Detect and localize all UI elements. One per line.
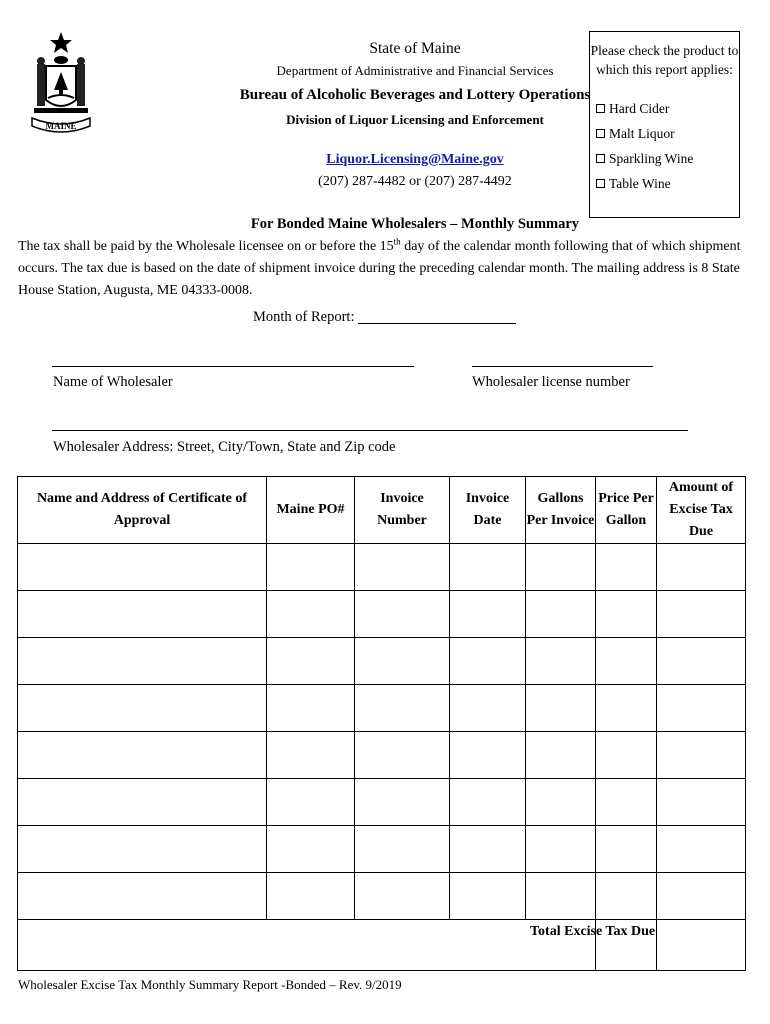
table-cell[interactable] [355, 685, 450, 732]
product-option-table-wine[interactable] [596, 171, 739, 196]
table-cell[interactable] [657, 826, 746, 873]
table-row [18, 732, 746, 779]
form-footer: Wholesaler Excise Tax Monthly Summary Report -Bonded – Rev. 9/2019 [18, 977, 402, 992]
checkbox[interactable] [596, 104, 605, 113]
table-cell[interactable] [657, 685, 746, 732]
column-header: Invoice Date [450, 477, 526, 544]
table-header-row [18, 477, 746, 544]
product-selection-box [589, 31, 740, 218]
table-cell[interactable] [267, 638, 355, 685]
table-cell[interactable] [526, 591, 596, 638]
checkbox[interactable] [596, 179, 605, 188]
wholesaler-address-label: Wholesaler Address: Street, City/Town, State and Zip code [53, 439, 396, 455]
checkbox[interactable] [596, 129, 605, 138]
column-header: Price Per Gallon [596, 477, 657, 544]
table-cell[interactable] [18, 732, 267, 779]
table-cell[interactable] [657, 779, 746, 826]
table-row [18, 873, 746, 920]
table-cell[interactable] [18, 591, 267, 638]
wholesaler-name-label: Name of Wholesaler [53, 374, 173, 390]
table-row [18, 544, 746, 591]
table-cell[interactable] [18, 873, 267, 920]
table-cell[interactable] [526, 873, 596, 920]
table-cell[interactable] [596, 638, 657, 685]
table-cell[interactable] [450, 826, 526, 873]
column-header: Invoice Number [355, 477, 450, 544]
table-cell[interactable] [596, 685, 657, 732]
table-cell[interactable] [355, 732, 450, 779]
total-excise-tax-cell[interactable] [657, 920, 746, 971]
total-row [18, 920, 746, 971]
table-cell[interactable] [267, 826, 355, 873]
maine-state-seal [28, 30, 94, 138]
email-link[interactable]: Liquor.Licensing@Maine.gov [326, 152, 504, 167]
table-cell[interactable] [267, 779, 355, 826]
table-cell[interactable] [596, 544, 657, 591]
table-cell[interactable] [18, 685, 267, 732]
header-bureau: Bureau of Alcoholic Beverages and Lottery Operations [239, 87, 591, 103]
table-cell[interactable] [450, 873, 526, 920]
table-cell[interactable] [596, 732, 657, 779]
license-number-field[interactable] [472, 366, 653, 367]
table-cell[interactable] [657, 732, 746, 779]
form-subtitle: For Bonded Maine Wholesalers – Monthly Summary [250, 216, 580, 232]
table-cell[interactable] [596, 591, 657, 638]
table-cell[interactable] [526, 826, 596, 873]
wholesaler-name-field[interactable] [52, 366, 414, 367]
table-row [18, 779, 746, 826]
table-cell[interactable] [18, 638, 267, 685]
wholesaler-address-field[interactable] [52, 430, 688, 431]
header-division: Division of Liquor Licensing and Enforcement [286, 112, 544, 127]
option-label: Table Wine [609, 175, 671, 191]
total-row-spacer [18, 920, 596, 971]
table-cell[interactable] [596, 779, 657, 826]
table-row [18, 638, 746, 685]
table-cell[interactable] [355, 591, 450, 638]
column-header: Gallons Per Invoice [526, 477, 596, 544]
table-cell[interactable] [18, 544, 267, 591]
month-of-report-label: Month of Report: [253, 309, 355, 325]
table-cell[interactable] [596, 873, 657, 920]
table-cell[interactable] [355, 826, 450, 873]
table-cell[interactable] [596, 826, 657, 873]
table-row [18, 591, 746, 638]
column-header: Name and Address of Certificate of Approval [18, 477, 267, 544]
svg-text:MAINE: MAINE [45, 121, 77, 131]
table-cell[interactable] [526, 544, 596, 591]
total-excise-tax-label: Total Excise Tax Due [596, 920, 657, 971]
table-cell[interactable] [355, 779, 450, 826]
table-cell[interactable] [450, 685, 526, 732]
table-cell[interactable] [450, 638, 526, 685]
table-cell[interactable] [657, 544, 746, 591]
product-option-malt-liquor[interactable] [596, 121, 739, 146]
column-header: Amount of Excise Tax Due [657, 477, 746, 544]
table-cell[interactable] [267, 685, 355, 732]
table-cell[interactable] [267, 732, 355, 779]
phone-numbers: (207) 287-4482 or (207) 287-4492 [318, 174, 512, 189]
table-cell[interactable] [267, 591, 355, 638]
month-of-report-field[interactable] [358, 323, 516, 324]
table-cell[interactable] [18, 779, 267, 826]
product-option-hard-cider[interactable] [596, 96, 739, 121]
instructions-paragraph: The tax shall be paid by the Wholesale licensee on or before the 15th day of the calendar month following that of which shipment occurs. The tax due is based on the date of shipment invoice during the preceding calendar month. The mailing address is 8 State House Station, Augusta, ME 04333-0008. [18, 236, 741, 298]
license-number-label: Wholesaler license number [472, 374, 630, 390]
table-cell[interactable] [657, 873, 746, 920]
option-label: Malt Liquor [609, 125, 675, 141]
product-option-sparkling-wine[interactable] [596, 146, 739, 171]
table-cell[interactable] [267, 544, 355, 591]
table-cell[interactable] [526, 685, 596, 732]
table-cell[interactable] [355, 873, 450, 920]
table-cell[interactable] [450, 544, 526, 591]
header-department: Department of Administrative and Financial Services [276, 63, 554, 78]
table-cell[interactable] [657, 591, 746, 638]
table-cell[interactable] [450, 732, 526, 779]
table-cell[interactable] [450, 591, 526, 638]
header-state: State of Maine [369, 40, 461, 57]
table-cell[interactable] [355, 638, 450, 685]
table-cell[interactable] [355, 544, 450, 591]
option-label: Sparkling Wine [609, 150, 694, 166]
table-cell[interactable] [18, 826, 267, 873]
column-header: Maine PO# [267, 477, 355, 544]
invoice-table [17, 476, 746, 971]
table-row [18, 685, 746, 732]
table-cell[interactable] [526, 732, 596, 779]
option-label: Hard Cider [609, 100, 670, 116]
table-cell[interactable] [657, 638, 746, 685]
table-cell[interactable] [526, 779, 596, 826]
table-cell[interactable] [267, 873, 355, 920]
product-instruction: Please check the product to which this report applies: [590, 43, 739, 77]
table-row [18, 826, 746, 873]
checkbox[interactable] [596, 154, 605, 163]
table-cell[interactable] [526, 638, 596, 685]
table-cell[interactable] [450, 779, 526, 826]
